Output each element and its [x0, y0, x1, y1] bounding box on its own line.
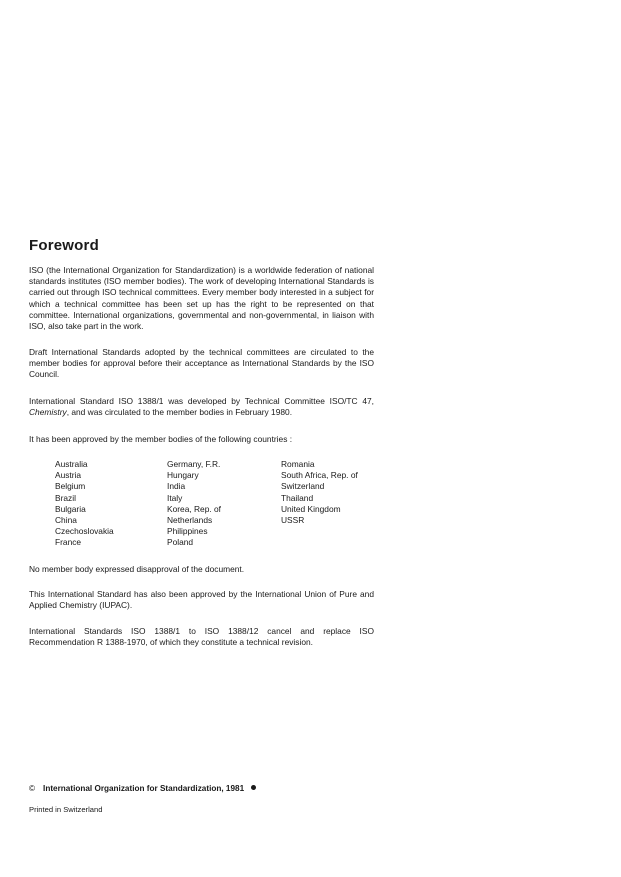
country-item: Switzerland	[281, 481, 325, 492]
country-item: Hungary	[167, 470, 199, 481]
country-item: South Africa, Rep. of	[281, 470, 358, 481]
development-text-after: , and was circulated to the member bodies in February 1980.	[66, 407, 293, 418]
country-item: Poland	[167, 537, 194, 548]
country-item: Korea, Rep. of	[167, 503, 222, 514]
copyright-line	[29, 784, 256, 793]
country-item: Bulgaria	[55, 503, 86, 514]
country-item: India	[167, 481, 186, 492]
country-item: China	[55, 515, 77, 526]
bullet-icon	[251, 785, 256, 790]
copyright-icon: ©	[29, 784, 36, 793]
country-item: USSR	[281, 515, 305, 526]
copyright-text: International Organization for Standardization, 1981	[43, 784, 245, 793]
country-item: Germany, F.R.	[167, 459, 221, 469]
country-column-1	[55, 459, 114, 549]
paragraph-iso-introduction: ISO (the International Organization for Standardization) is a worldwide federation of national standards institutes (ISO member bodies). The work of developing International Standards is carried out through ISO technical committees. Every member body interested in a subject for which a technical committee has been set up has the right to be represented on that committee. International organizations, governmental and non-governmental, in liaison with ISO, also take part in the work.	[29, 265, 374, 332]
country-item: Brazil	[55, 492, 76, 503]
country-item: Italy	[167, 492, 183, 503]
country-column-3	[281, 459, 358, 526]
paragraph-iupac-approval: This International Standard has also been approved by the International Union of Pure and Applied Chemistry (IUPAC).	[29, 589, 374, 611]
paragraph-draft-standards: Draft International Standards adopted by the technical committees are circulated to the member bodies for approval before their acceptance as International Standards by the ISO Council.	[29, 347, 374, 380]
country-item: Romania	[281, 459, 315, 469]
paragraph-replacement: International Standards ISO 1388/1 to ISO 1388/12 cancel and replace ISO Recommendation R 1388-1970, of which they constitute a technical revision.	[29, 626, 374, 648]
country-item: France	[55, 537, 82, 548]
country-item: Austria	[55, 470, 82, 481]
development-text-before: International Standard ISO 1388/1 was developed by Technical Committee ISO/TC 47,	[29, 396, 374, 406]
country-item: Thailand	[281, 492, 314, 503]
printed-location: Printed in Switzerland	[29, 805, 103, 814]
committee-name: Chemistry	[29, 407, 67, 418]
paragraph-no-disapproval: No member body expressed disapproval of the document.	[29, 564, 245, 574]
paragraph-approval-intro: It has been approved by the member bodies of the following countries :	[29, 434, 293, 444]
country-column-2	[167, 459, 221, 549]
country-item: United Kingdom	[281, 503, 341, 514]
paragraph-development	[29, 396, 374, 418]
country-item: Belgium	[55, 481, 86, 492]
country-item: Czechoslovakia	[55, 526, 114, 537]
page-title: Foreword	[29, 237, 99, 254]
country-item: Netherlands	[167, 515, 213, 526]
country-item: Philippines	[167, 526, 208, 537]
country-item: Australia	[55, 459, 88, 469]
